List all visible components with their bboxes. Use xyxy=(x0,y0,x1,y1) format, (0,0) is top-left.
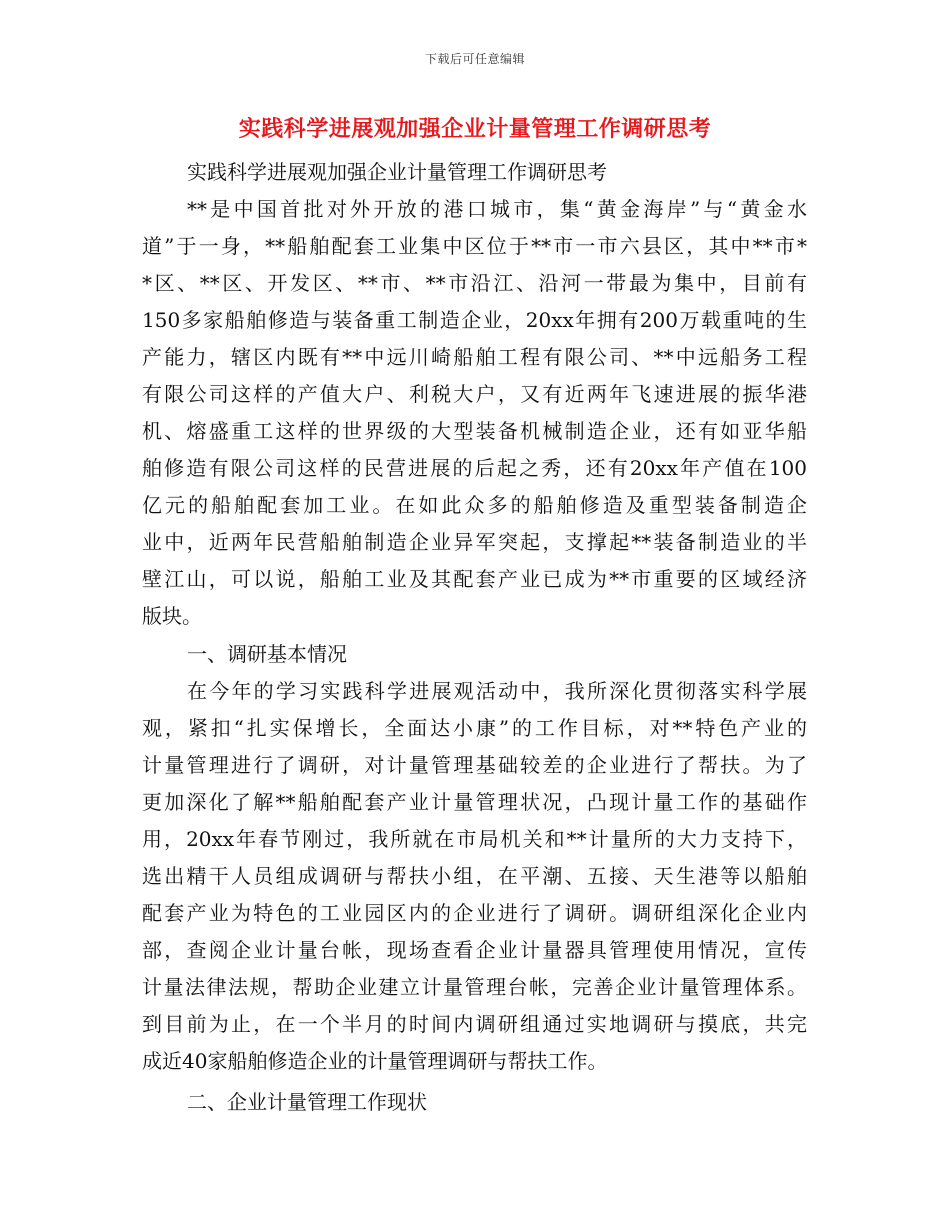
body-line: 计量管理进行了调研，对计量管理基础较差的企业进行了帮扶。为了 xyxy=(142,753,807,777)
body-line: 成近40家船舶修造企业的计量管理调研与帮扶工作。 xyxy=(142,1049,608,1073)
body-line: 部，查阅企业计量台帐，现场查看企业计量器具管理使用情况，宣传 xyxy=(142,938,807,962)
body-line: 计量法律法规，帮助企业建立计量管理台帐，完善企业计量管理体系。 xyxy=(142,975,807,999)
body-line: 机、熔盛重工这样的世界级的大型装备机械制造企业，还有如亚华船 xyxy=(142,419,807,443)
body-line: 观，紧扣“扎实保增长，全面达小康”的工作目标，对**特色产业的 xyxy=(142,716,807,740)
document-body xyxy=(142,154,807,1121)
body-line: 业中，近两年民营船舶制造企业异军突起，支撑起**装备制造业的半 xyxy=(142,530,807,554)
body-line: 选出精干人员组成调研与帮扶小组，在平潮、五接、天生港等以船舶 xyxy=(142,864,807,888)
body-line: 产能力，辖区内既有**中远川崎船舶工程有限公司、**中远船务工程 xyxy=(142,345,807,369)
document-title: 实践科学进展观加强企业计量管理工作调研思考 xyxy=(238,116,712,142)
body-line: **是中国首批对外开放的港口城市，集“黄金海岸”与“黄金水 xyxy=(187,197,807,221)
body-line: 150多家船舶修造与装备重工制造企业，20xx年拥有200万载重吨的生 xyxy=(142,308,807,332)
body-line: 亿元的船舶配套加工业。在如此众多的船舶修造及重型装备制造企 xyxy=(142,493,807,517)
body-line: *区、**区、开发区、**市、**市沿江、沿河一带最为集中，目前有 xyxy=(142,271,807,295)
body-line: 用，20xx年春节刚过，我所就在市局机关和**计量所的大力支持下， xyxy=(142,827,807,851)
body-line: 更加深化了解**船舶配套产业计量管理状况，凸现计量工作的基础作 xyxy=(142,790,807,814)
body-line: 配套产业为特色的工业园区内的企业进行了调研。调研组深化企业内 xyxy=(142,901,807,925)
section-heading: 一、调研基本情况 xyxy=(187,642,347,666)
body-line: 壁江山，可以说，船舶工业及其配套产业已成为**市重要的区域经济 xyxy=(142,567,807,591)
page-header: 下载后可任意编辑 xyxy=(424,52,525,66)
body-line: 有限公司这样的产值大户、利税大户，又有近两年飞速进展的振华港 xyxy=(142,382,807,406)
body-line: 舶修造有限公司这样的民营进展的后起之秀，还有20xx年产值在100 xyxy=(142,456,807,480)
body-line: 在今年的学习实践科学进展观活动中，我所深化贯彻落实科学展 xyxy=(187,679,807,703)
body-line: 到目前为止，在一个半月的时间内调研组通过实地调研与摸底，共完 xyxy=(142,1012,807,1036)
body-line: 版块。 xyxy=(142,604,202,628)
body-line: 道”于一身，**船舶配套工业集中区位于**市一市六县区，其中**市* xyxy=(142,234,807,258)
body-line: 实践科学进展观加强企业计量管理工作调研思考 xyxy=(187,160,607,184)
section-heading: 二、企业计量管理工作现状 xyxy=(187,1090,427,1114)
